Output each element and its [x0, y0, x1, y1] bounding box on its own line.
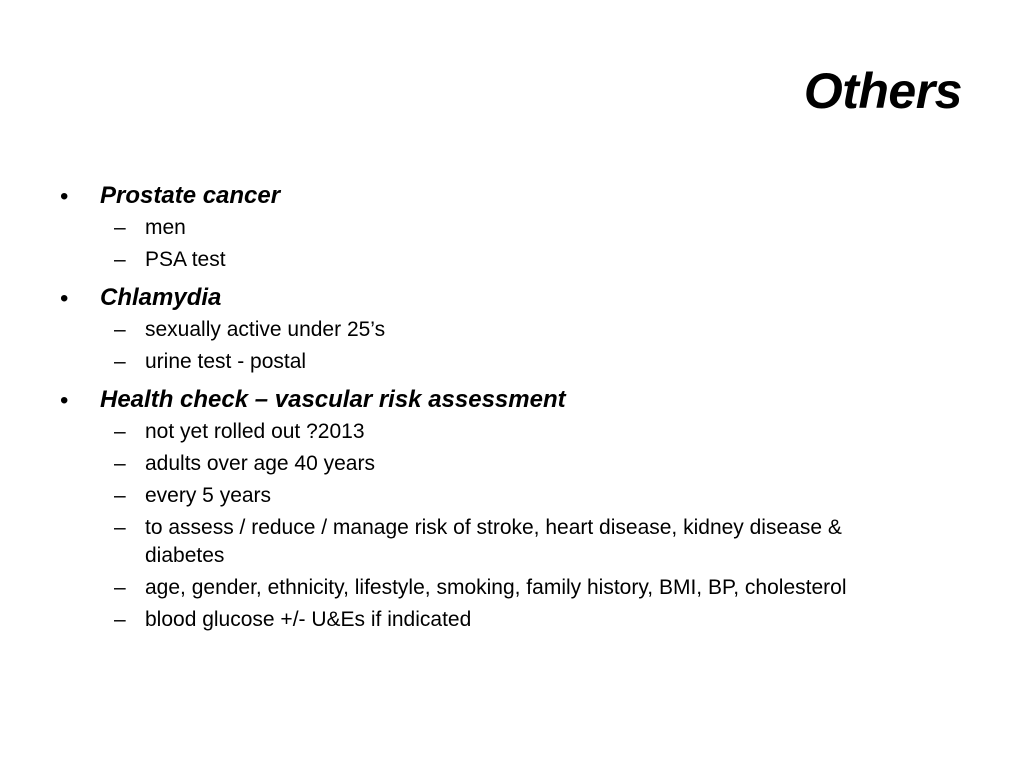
dash-marker: –	[114, 608, 126, 631]
sub-list	[100, 214, 938, 274]
dash-marker: –	[114, 216, 126, 239]
bullet-label-health-check: Health check – vascular risk assessment	[100, 386, 566, 413]
sub-item	[100, 214, 895, 242]
sub-item	[100, 514, 895, 570]
sub-item	[100, 348, 895, 376]
sub-item-text: sexually active under 25’s	[145, 318, 386, 341]
dash-marker: –	[114, 576, 126, 599]
sub-list	[100, 316, 938, 376]
bullet-label-prostate-cancer: Prostate cancer	[100, 182, 281, 209]
sub-item-text: every 5 years	[145, 484, 272, 507]
sub-item-text: age, gender, ethnicity, lifestyle, smoking, family history, BMI, BP, cholesterol	[145, 576, 847, 599]
bullet-item	[58, 382, 938, 634]
sub-item	[100, 246, 895, 274]
bullet-marker: •	[60, 183, 69, 210]
bullet-list	[58, 178, 938, 634]
sub-item-text: to assess / reduce / manage risk of stroke, heart disease, kidney disease & diabetes	[145, 516, 842, 567]
dash-marker: –	[114, 452, 126, 475]
bullet-marker: •	[60, 387, 69, 414]
bullet-item	[58, 280, 938, 376]
dash-marker: –	[114, 420, 126, 443]
sub-item	[100, 316, 895, 344]
sub-item-text: PSA test	[145, 248, 226, 271]
slide-title: Others	[803, 63, 962, 119]
sub-item-text: urine test - postal	[145, 350, 307, 373]
sub-item	[100, 482, 895, 510]
sub-item-text: blood glucose +/- U&Es if indicated	[145, 608, 472, 631]
sub-list	[100, 418, 938, 634]
dash-marker: –	[114, 516, 126, 539]
sub-item	[100, 574, 895, 602]
bullet-item	[58, 178, 938, 274]
bullet-marker: •	[60, 285, 69, 312]
sub-item-text: men	[145, 216, 186, 239]
sub-item-text: adults over age 40 years	[145, 452, 375, 475]
bullet-label-chlamydia: Chlamydia	[100, 284, 222, 311]
dash-marker: –	[114, 350, 126, 373]
sub-item	[100, 606, 895, 634]
dash-marker: –	[114, 248, 126, 271]
dash-marker: –	[114, 484, 126, 507]
sub-item	[100, 418, 895, 446]
sub-item	[100, 450, 895, 478]
sub-item-text: not yet rolled out ?2013	[145, 420, 365, 443]
dash-marker: –	[114, 318, 126, 341]
